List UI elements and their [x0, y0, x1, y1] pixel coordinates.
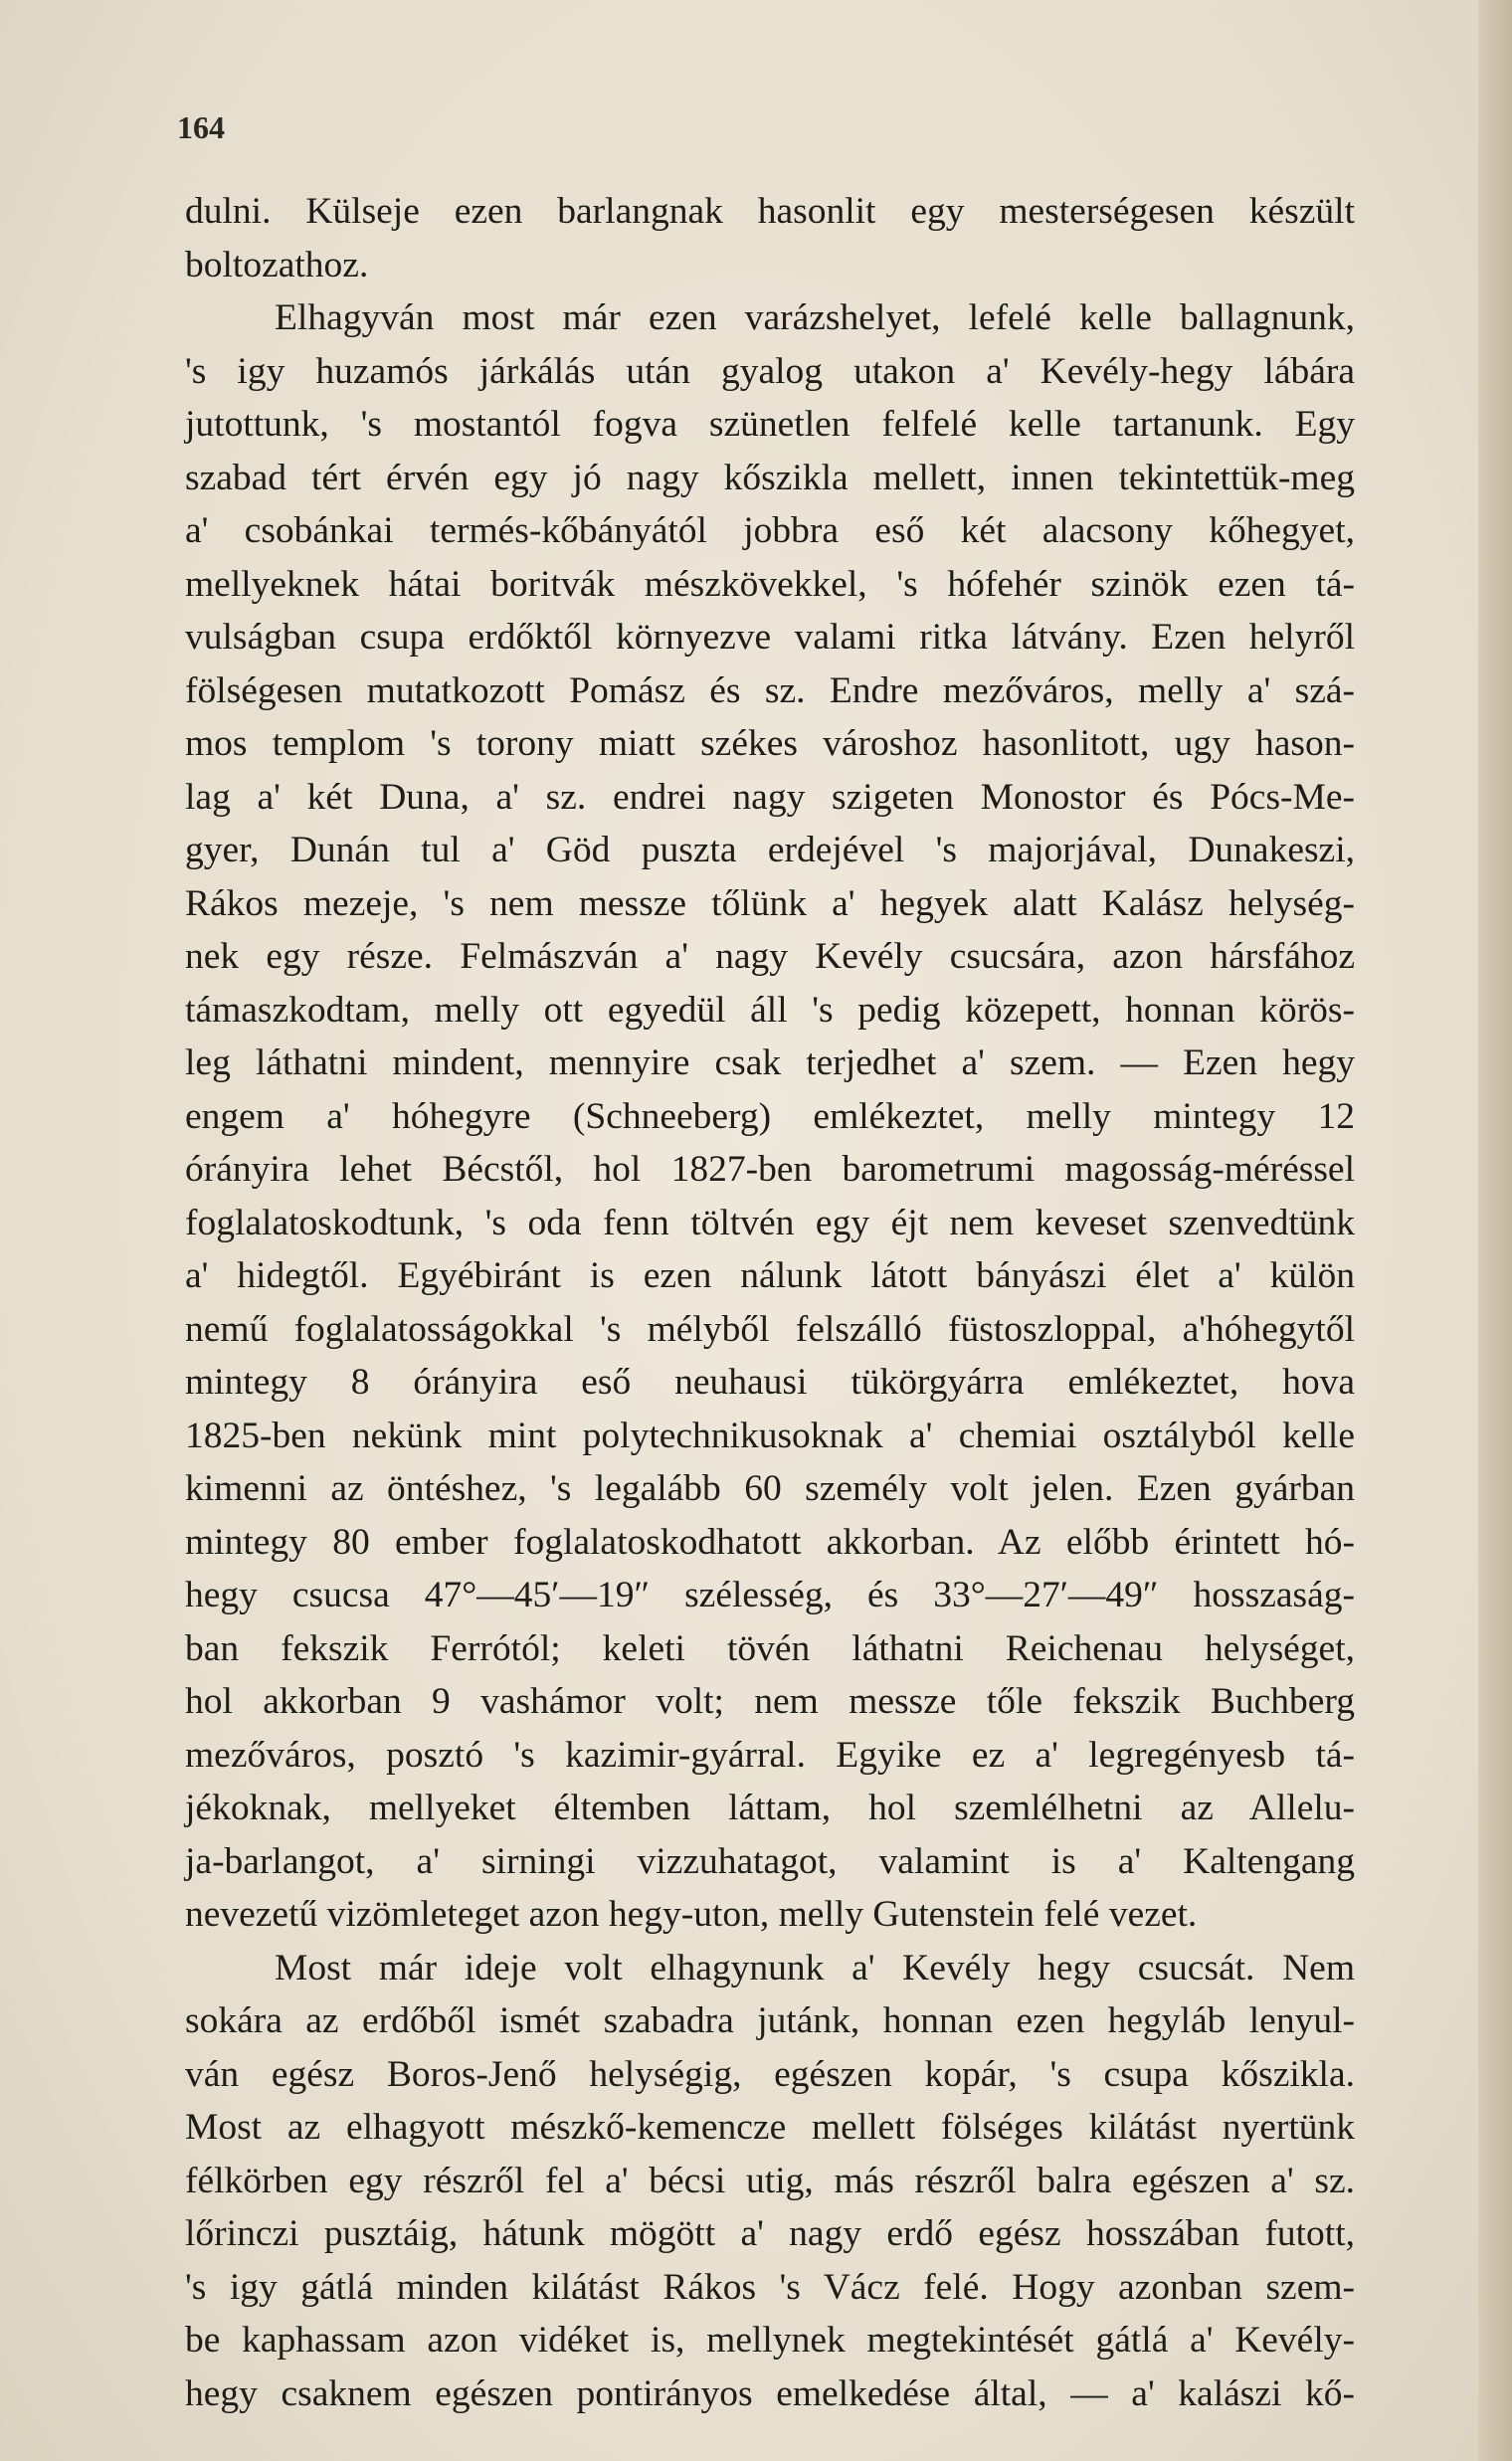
- text-line: boltozathoz.: [185, 244, 369, 285]
- text-line: gyer, Dunán tul a' Göd puszta erdejével 's majorjával, Dunakeszi,: [185, 830, 1355, 870]
- text-line: félkörben egy részről fel a' bécsi utig, más részről balra egészen a' sz.: [185, 2160, 1355, 2201]
- body-text: [185, 185, 1355, 2420]
- text-line: 1825-ben nekünk mint polytechnikusoknak a' chemiai osztályból kelle: [185, 1415, 1355, 1456]
- text-line: 's igy gátlá minden kilátást Rákos 's Vácz felé. Hogy azonban szem-: [185, 2266, 1355, 2308]
- text-line: fölségesen mutatkozott Pomász és sz. Endre mezőváros, melly a' szá-: [185, 669, 1355, 711]
- text-line: a' hidegtől. Egyébiránt is ezen nálunk látott bányászi élet a' külön: [185, 1255, 1355, 1296]
- text-line: lőrinczi pusztáig, hátunk mögött a' nagy erdő egész hosszában futott,: [185, 2213, 1355, 2254]
- text-line: 's igy huzamós járkálás után gyalog utakon a' Kevély-hegy lábára: [185, 350, 1355, 392]
- text-line: Most az elhagyott mészkő-kemencze mellett fölséges kilátást nyertünk: [185, 2107, 1355, 2148]
- text-line: mintegy 80 ember foglalatoskodhatott akkorban. Az előbb érintett hó-: [185, 1521, 1355, 1563]
- text-line: lag a' két Duna, a' sz. endrei nagy szigeten Monostor és Pócs-Me-: [185, 776, 1355, 818]
- text-line: ván egész Boros-Jenő helységig, egészen kopár, 's csupa kőszikla.: [185, 2053, 1355, 2095]
- text-line: mellyeknek hátai boritvák mészkövekkel, 's hófehér szinök ezen tá-: [185, 563, 1355, 605]
- text-line: kimenni az öntéshez, 's legalább 60 személy volt jelen. Ezen gyárban: [185, 1468, 1355, 1509]
- text-line: ja-barlangot, a' sirningi vizzuhatagot, valamint is a' Kaltengang: [185, 1840, 1355, 1882]
- text-line: ban fekszik Ferrótól; keleti tövén láthatni Reichenau helységet,: [185, 1627, 1355, 1669]
- text-line: mintegy 8 órányira eső neuhausi tükörgyárra emlékeztet, hova: [185, 1362, 1355, 1403]
- page-number: 164: [177, 109, 225, 145]
- text-line: Rákos mezeje, 's nem messze tőlünk a' hegyek alatt Kalász helység-: [185, 882, 1355, 924]
- text-line: foglalatoskodtunk, 's oda fenn töltvén egy éjt nem keveset szenvedtünk: [185, 1202, 1355, 1243]
- text-line: Elhagyván most már ezen varázshelyet, lefelé kelle ballagnunk,: [275, 297, 1355, 338]
- text-line: nek egy része. Felmászván a' nagy Kevély csucsára, azon hársfához: [185, 936, 1355, 977]
- text-line: a' csobánkai termés-kőbányától jobbra eső két alacsony kőhegyet,: [185, 510, 1355, 551]
- text-line: mos templom 's torony miatt székes városhoz hasonlitott, ugy hason-: [185, 723, 1355, 764]
- text-line: sokára az erdőből ismét szabadra jutánk, honnan ezen hegyláb lenyul-: [185, 2000, 1355, 2041]
- text-line: hegy csucsa 47°—45′—19″ szélesség, és 33°—27′—49″ hosszaság-: [185, 1575, 1355, 1615]
- text-line: vulságban csupa erdőktől környezve valami ritka látvány. Ezen helyről: [185, 617, 1355, 658]
- text-line: támaszkodtam, melly ott egyedül áll 's pedig közepett, honnan körös-: [185, 989, 1355, 1031]
- text-line: hegy csaknem egészen pontirányos emelkedése által, — a' kalászi kő-: [185, 2372, 1355, 2414]
- text-line: dulni. Külseje ezen barlangnak hasonlit egy mesterségesen készült: [185, 191, 1355, 232]
- text-line: hol akkorban 9 vashámor volt; nem messze tőle fekszik Buchberg: [185, 1681, 1355, 1722]
- text-line: be kaphassam azon vidéket is, mellynek megtekintését gátlá a' Kevély-: [185, 2320, 1355, 2361]
- text-line: nemű foglalatosságokkal 's mélyből felszálló füstoszloppal, a'hóhegytől: [185, 1308, 1355, 1350]
- text-line: Most már ideje volt elhagynunk a' Kevély hegy csucsát. Nem: [275, 1947, 1355, 1988]
- text-line: nevezetű vizömleteget azon hegy-uton, melly Gutenstein felé vezet.: [185, 1894, 1198, 1935]
- page-edge: [1478, 0, 1512, 2461]
- text-line: leg láthatni mindent, mennyire csak terjedhet a' szem. — Ezen hegy: [185, 1042, 1355, 1083]
- text-line: órányira lehet Bécstől, hol 1827-ben barometrumi magosság-méréssel: [185, 1149, 1355, 1190]
- text-line: jékoknak, mellyeket éltemben láttam, hol szemlélhetni az Allelu-: [185, 1788, 1355, 1828]
- text-line: jutottunk, 's mostantól fogva szünetlen felfelé kelle tartanunk. Egy: [185, 404, 1355, 445]
- text-line: mezőváros, posztó 's kazimir-gyárral. Egyike ez a' legregényesb tá-: [185, 1734, 1355, 1776]
- text-line: szabad tért érvén egy jó nagy kőszikla mellett, innen tekintettük-meg: [185, 457, 1355, 498]
- text-line: engem a' hóhegyre (Schneeberg) emlékeztet, melly mintegy 12: [185, 1095, 1355, 1137]
